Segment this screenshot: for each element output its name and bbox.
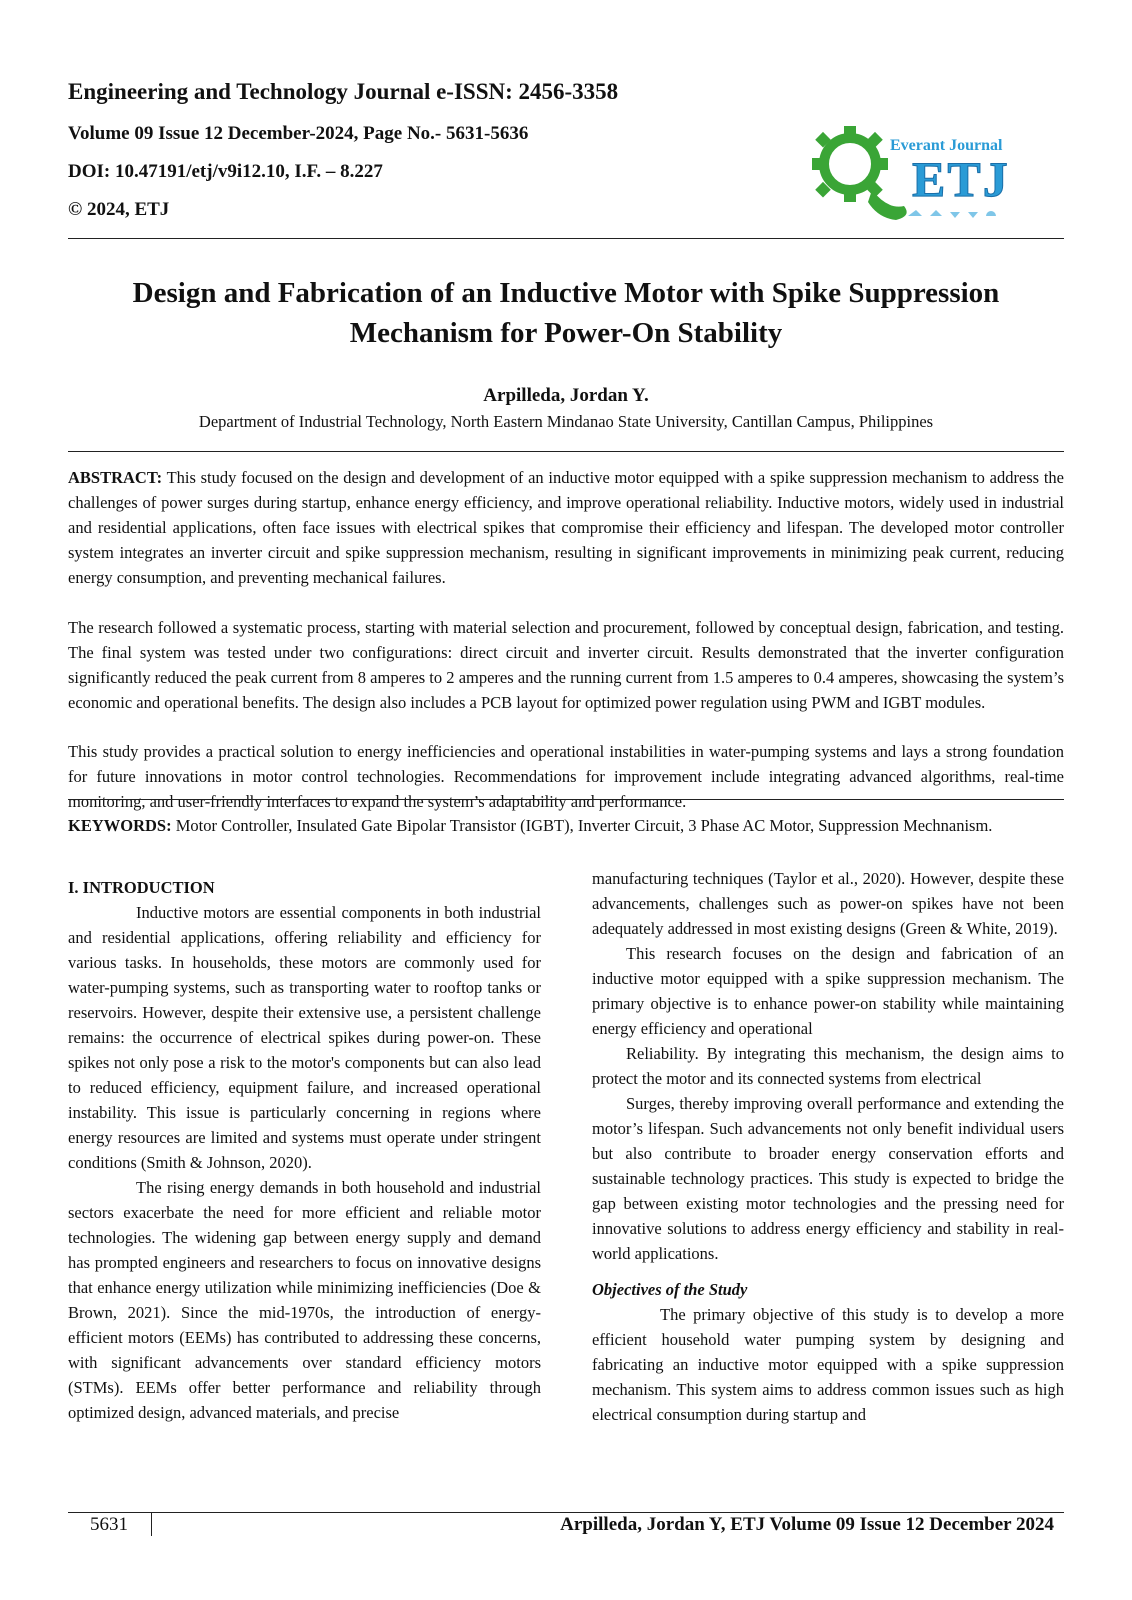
left-column — [68, 860, 541, 1425]
intro-paragraph-4: This research focuses on the design and fabrication of an inductive motor equipped with a spike suppression mechanism. The primary objective is to enhance power-on stability while maintaining energy efficiency and operational — [592, 944, 1064, 1038]
abstract-text-1: This study focused on the design and development of an inductive motor equipped with a spike suppression mechanism to address the challenges of power surges during startup, enhance energy efficiency, and improve operational reliability. Inductive motors, widely used in industrial and residential applications, often face issues with electrical spikes that compromise their efficiency and lifespan. The developed motor controller system integrates an inverter circuit and spike suppression mechanism, resulting in significant improvements in minimizing peak current, reducing energy consumption, and preventing mechanical failures. — [68, 468, 1064, 587]
paper-title: Design and Fabrication of an Inductive Motor with Spike Suppression Mechanism for Power-On Stability — [132, 277, 1000, 349]
footer-separator — [151, 1512, 152, 1536]
author-name: Arpilleda, Jordan Y. — [483, 385, 649, 406]
keywords-paragraph — [68, 813, 1064, 838]
logo-top-text: Everant Journal — [890, 137, 1003, 154]
volume-issue-line: Volume 09 Issue 12 December-2024, Page No.- 5631-5636 — [68, 123, 529, 144]
right-column — [592, 866, 1064, 1427]
abstract-paragraph-3: This study provides a practical solution to energy inefficiencies and operational instabilities in water-pumping systems and lays a strong foundation for future innovations in motor control technologies. Recommendations for improvement include integrating advanced algorithms, real-time monitoring, and user-friendly interfaces to expand the system’s adaptability and performance. — [68, 742, 1064, 811]
journal-name-line: Engineering and Technology Journal e-ISSN: 2456-3358 — [68, 79, 619, 104]
running-footer: Arpilleda, Jordan Y, ETJ Volume 09 Issue 12 December 2024 — [560, 1514, 1054, 1535]
keywords-label: KEYWORDS: — [68, 816, 172, 835]
header-divider — [68, 238, 1064, 239]
etj-logo — [808, 120, 1023, 228]
abstract-label: ABSTRACT: — [68, 468, 163, 487]
keywords-text: Motor Controller, Insulated Gate Bipolar Transistor (IGBT), Inverter Circuit, 3 Phase AC Motor, Suppression Mechnanism. — [171, 816, 993, 835]
abstract-paragraph-1 — [68, 465, 1064, 590]
intro-paragraph-2: The rising energy demands in both household and industrial sectors exacerbate the need for more efficient and reliable motor technologies. The widening gap between energy supply and demand has prompted engineers and researchers to focus on innovative designs that enhance energy utilization while minimizing inefficiencies (Doe & Brown, 2021). Since the mid-1970s, the introduction of energy-efficient motors (EEMs) has contributed to addressing these concerns, with significant advancements over standard efficiency motors (STMs). EEMs offer better performance and reliability through optimized design, advanced materials, and precise — [68, 1178, 541, 1422]
intro-paragraph-5: Reliability. By integrating this mechanism, the design aims to protect the motor and its connected systems from electrical — [592, 1044, 1064, 1088]
abstract-top-divider — [68, 451, 1064, 452]
author-affiliation: Department of Industrial Technology, North Eastern Mindanao State University, Cantillan Campus, Philippines — [198, 412, 934, 431]
logo-main-text: ETJ — [912, 151, 1010, 207]
logo-decoration-icon — [908, 210, 996, 218]
intro-paragraph-1: Inductive motors are essential components in both industrial and residential applications, offering reliability and efficiency for various tasks. In households, these motors are commonly used for water-pumping systems, such as transporting water to rooftop tanks or reservoirs. However, despite their extensive use, a persistent challenge remains: the occurrence of electrical spikes during power-on. These spikes not only pose a risk to the motor's components but can also lead to reduced efficiency, equipment failure, and increased operational instability. This issue is particularly concerning in regions where energy resources are limited and systems must operate under stringent conditions (Smith & Johnson, 2020). — [68, 903, 541, 1172]
copyright-line: © 2024, ETJ — [68, 199, 170, 220]
footer-divider — [68, 1512, 1064, 1513]
objectives-paragraph-1: The primary objective of this study is to develop a more efficient household water pumping system by designing and fabricating an inductive motor equipped with a spike suppression mechanism. This system aims to address common issues such as high electrical consumption during startup and — [592, 1305, 1064, 1424]
subsection-heading-objectives: Objectives of the Study — [592, 1280, 748, 1299]
abstract-bottom-divider — [68, 799, 1064, 800]
page-number: 5631 — [90, 1514, 128, 1535]
section-heading-introduction: I. INTRODUCTION — [68, 878, 215, 897]
intro-paragraph-6: Surges, thereby improving overall performance and extending the motor’s lifespan. Such advancements not only benefit individual users but also contribute to broader energy conservation efforts and sustainable technology practices. This study is expected to bridge the gap between existing motor technologies and the pressing need for innovative solutions to address energy efficiency and stability in real-world applications. — [592, 1094, 1064, 1263]
intro-paragraph-3: manufacturing techniques (Taylor et al., 2020). However, despite these advancements, challenges such as power-on spikes have not been adequately addressed in most existing designs (Green & White, 2019). — [592, 869, 1064, 938]
doi-line: DOI: 10.47191/etj/v9i12.10, I.F. – 8.227 — [68, 161, 383, 182]
abstract-paragraph-2: The research followed a systematic process, starting with material selection and procurement, followed by conceptual design, fabrication, and testing. The final system was tested under two configurations: direct circuit and inverter circuit. Results demonstrated that the inverter configuration significantly reduced the peak current from 8 amperes to 2 amperes and the running current from 1.5 amperes to 0.4 amperes, showcasing the system’s economic and operational benefits. The design also includes a PCB layout for optimized power regulation using PWM and IGBT modules. — [68, 618, 1064, 712]
